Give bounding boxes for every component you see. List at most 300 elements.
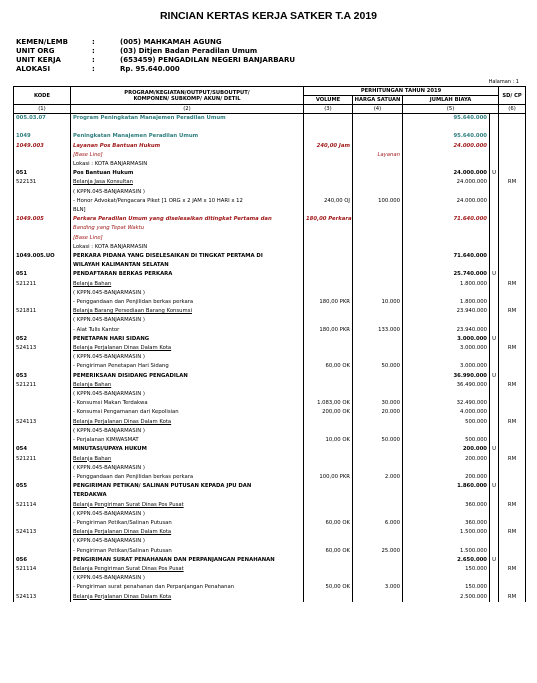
row-harga: 133.000: [353, 326, 403, 335]
header-value: (03) Ditjen Badan Peradilan Umum: [120, 47, 258, 55]
row-desc: Banding yang Tepat Waktu: [71, 224, 304, 233]
row-jumlah: 4.000.000: [403, 408, 490, 417]
row-volume: [304, 307, 353, 316]
table-row: [14, 510, 526, 519]
row-kode: 056: [14, 556, 71, 565]
row-jumlah: 1.500.000: [403, 528, 490, 537]
table-row: [14, 132, 526, 141]
row-jumlah: 150.000: [403, 565, 490, 574]
table-row: [14, 436, 526, 445]
row-harga: [353, 270, 403, 279]
idx-5: (5): [403, 105, 499, 114]
row-sdcp: [499, 142, 526, 151]
row-sdcp: [499, 510, 526, 519]
row-desc: ( KPPN.045-BANJARMASIN ): [71, 316, 304, 325]
row-unit: [490, 408, 499, 417]
row-kode: [14, 316, 71, 325]
row-volume: [304, 188, 353, 197]
row-volume: [304, 528, 353, 537]
row-sdcp: [499, 362, 526, 371]
row-sdcp: [499, 335, 526, 344]
row-unit: [490, 261, 499, 270]
row-sdcp: RM: [499, 381, 526, 390]
row-unit: [490, 114, 499, 124]
row-unit: [490, 178, 499, 187]
row-desc: [Base Line]: [71, 234, 304, 243]
row-desc: Belanja Jasa Konsultan: [71, 178, 304, 187]
row-unit: [490, 151, 499, 160]
header-sep: :: [92, 65, 95, 73]
row-kode: [14, 353, 71, 362]
table-row: [14, 372, 526, 381]
row-sdcp: [499, 399, 526, 408]
row-harga: [353, 353, 403, 362]
row-kode: 521211: [14, 280, 71, 289]
row-volume: 240,00 Jam: [304, 142, 353, 151]
table-row: [14, 537, 526, 546]
row-volume: [304, 381, 353, 390]
row-harga: [353, 381, 403, 390]
page-number: Halaman : 1: [488, 79, 519, 85]
row-volume: [304, 123, 353, 132]
row-unit: [490, 491, 499, 500]
row-volume: [304, 491, 353, 500]
row-jumlah: 1.500.000: [403, 547, 490, 556]
table-row: [14, 418, 526, 427]
row-harga: 25.000: [353, 547, 403, 556]
table-row: [14, 316, 526, 325]
row-unit: [490, 160, 499, 169]
row-harga: [353, 464, 403, 473]
row-sdcp: [499, 160, 526, 169]
table-row: [14, 215, 526, 224]
row-kode: [14, 151, 71, 160]
table-row: [14, 381, 526, 390]
table-row: [14, 491, 526, 500]
row-kode: 005.03.07: [14, 114, 71, 124]
row-desc: PEMERIKSAAN DISIDANG PENGADILAN: [71, 372, 304, 381]
table-row: [14, 344, 526, 353]
row-jumlah: 1.800.000: [403, 298, 490, 307]
row-volume: [304, 289, 353, 298]
row-unit: [490, 289, 499, 298]
row-harga: [353, 123, 403, 132]
row-desc: ( KPPN.045-BANJARMASIN ): [71, 390, 304, 399]
row-unit: [490, 574, 499, 583]
row-volume: [304, 455, 353, 464]
row-desc: TERDAKWA: [71, 491, 304, 500]
row-desc: MINUTASI/UPAYA HUKUM: [71, 445, 304, 454]
row-desc: BLN]: [71, 206, 304, 215]
row-desc: Belanja Pengiriman Surat Dinas Pos Pusat: [71, 501, 304, 510]
row-sdcp: [499, 390, 526, 399]
table-row: [14, 353, 526, 362]
row-sdcp: RM: [499, 344, 526, 353]
row-volume: [304, 510, 353, 519]
row-unit: [490, 132, 499, 141]
row-harga: [353, 455, 403, 464]
row-sdcp: [499, 215, 526, 224]
row-volume: 60,00 OK: [304, 547, 353, 556]
row-harga: [353, 206, 403, 215]
row-kode: [14, 519, 71, 528]
row-kode: 521211: [14, 455, 71, 464]
row-kode: 522131: [14, 178, 71, 187]
row-sdcp: [499, 473, 526, 482]
row-sdcp: [499, 234, 526, 243]
col-program: [71, 87, 304, 105]
row-harga: [353, 427, 403, 436]
row-kode: [14, 188, 71, 197]
row-harga: 20.000: [353, 408, 403, 417]
table-row: [14, 234, 526, 243]
row-desc: WILAYAH KALIMANTAN SELATAN: [71, 261, 304, 270]
table-body: [14, 114, 526, 602]
row-kode: [14, 243, 71, 252]
row-unit: [490, 427, 499, 436]
row-unit: [490, 436, 499, 445]
row-desc: Perkara Peradilan Umum yang diselesaikan ditingkat Pertama dan: [71, 215, 304, 224]
row-jumlah: 360.000: [403, 501, 490, 510]
row-volume: [304, 280, 353, 289]
row-sdcp: [499, 123, 526, 132]
row-desc: PENDAFTARAN BERKAS PERKARA: [71, 270, 304, 279]
row-harga: [353, 574, 403, 583]
idx-1: (1): [14, 105, 71, 114]
row-unit: [490, 215, 499, 224]
table-row: [14, 528, 526, 537]
row-volume: 180,00 Perkara: [304, 215, 353, 224]
row-jumlah: [403, 537, 490, 546]
row-jumlah: 36.990.000: [403, 372, 490, 381]
row-unit: U: [490, 482, 499, 491]
table-row: [14, 307, 526, 316]
row-unit: [490, 528, 499, 537]
row-kode: [14, 390, 71, 399]
idx-4: (4): [353, 105, 403, 114]
table-row: [14, 280, 526, 289]
row-volume: [304, 160, 353, 169]
row-kode: [14, 408, 71, 417]
row-sdcp: RM: [499, 593, 526, 602]
row-kode: [14, 298, 71, 307]
row-jumlah: 95.640.000: [403, 132, 490, 141]
row-kode: 524113: [14, 593, 71, 602]
row-jumlah: 24.000.000: [403, 169, 490, 178]
row-jumlah: 200.000: [403, 455, 490, 464]
row-desc: Layanan Pos Bantuan Hukum: [71, 142, 304, 151]
table-row: [14, 455, 526, 464]
row-volume: [304, 206, 353, 215]
row-harga: [353, 344, 403, 353]
row-kode: [14, 206, 71, 215]
row-kode: [14, 574, 71, 583]
row-desc: [71, 123, 304, 132]
table-row: [14, 178, 526, 187]
row-jumlah: 23.940.000: [403, 307, 490, 316]
header-key: ALOKASI: [16, 65, 51, 73]
col-program-line1: PROGRAM/KEGIATAN/OUTPUT/SUBOUTPUT/: [124, 89, 250, 96]
row-volume: 100,00 PKR: [304, 473, 353, 482]
table-row: [14, 408, 526, 417]
table-row: [14, 501, 526, 510]
table-row: [14, 142, 526, 151]
row-kode: [14, 537, 71, 546]
row-unit: U: [490, 169, 499, 178]
row-unit: [490, 464, 499, 473]
row-volume: [304, 353, 353, 362]
row-desc: Belanja Perjalanan Dinas Dalam Kota: [71, 528, 304, 537]
row-desc: ( KPPN.045-BANJARMASIN ): [71, 510, 304, 519]
row-jumlah: 23.940.000: [403, 326, 490, 335]
row-sdcp: [499, 537, 526, 546]
table-row: [14, 289, 526, 298]
row-harga: 50.000: [353, 436, 403, 445]
table-row: [14, 593, 526, 602]
row-unit: [490, 353, 499, 362]
row-volume: [304, 132, 353, 141]
row-harga: [353, 160, 403, 169]
row-volume: [304, 482, 353, 491]
col-program-line2: KOMPONEN/ SUBKOMP/ AKUN/ DETIL: [133, 95, 241, 102]
row-jumlah: 1.860.000: [403, 482, 490, 491]
table-row: [14, 519, 526, 528]
row-sdcp: [499, 151, 526, 160]
row-sdcp: RM: [499, 455, 526, 464]
row-desc: PENETAPAN HARI SIDANG: [71, 335, 304, 344]
row-harga: [353, 234, 403, 243]
table-row: [14, 160, 526, 169]
col-volume: VOLUME: [304, 96, 353, 105]
table-row: [14, 151, 526, 160]
table-row: [14, 114, 526, 124]
row-jumlah: [403, 427, 490, 436]
row-kode: 053: [14, 372, 71, 381]
row-desc: ( KPPN.045-BANJARMASIN ): [71, 427, 304, 436]
row-unit: [490, 565, 499, 574]
row-sdcp: [499, 556, 526, 565]
row-kode: [14, 436, 71, 445]
row-sdcp: RM: [499, 528, 526, 537]
row-harga: [353, 593, 403, 602]
row-volume: [304, 224, 353, 233]
row-jumlah: 24.000.000: [403, 197, 490, 206]
row-harga: [353, 215, 403, 224]
table-row: [14, 583, 526, 592]
row-unit: [490, 473, 499, 482]
row-desc: Lokasi : KOTA BANJARMASIN: [71, 243, 304, 252]
row-kode: [14, 464, 71, 473]
table-row: [14, 206, 526, 215]
row-kode: [14, 473, 71, 482]
row-volume: [304, 243, 353, 252]
row-kode: 521211: [14, 381, 71, 390]
row-kode: 054: [14, 445, 71, 454]
row-desc: - Konsumsi Makan Terdakwa: [71, 399, 304, 408]
row-volume: 10,00 OK: [304, 436, 353, 445]
row-kode: [14, 326, 71, 335]
row-harga: [353, 528, 403, 537]
row-sdcp: [499, 408, 526, 417]
row-volume: [304, 178, 353, 187]
row-sdcp: RM: [499, 178, 526, 187]
row-unit: [490, 142, 499, 151]
row-sdcp: [499, 132, 526, 141]
row-kode: 1049.003: [14, 142, 71, 151]
row-harga: [353, 178, 403, 187]
row-jumlah: 3.000.000: [403, 335, 490, 344]
row-kode: 1049.005: [14, 215, 71, 224]
row-jumlah: 95.640.000: [403, 114, 490, 124]
row-jumlah: [403, 316, 490, 325]
row-harga: [353, 280, 403, 289]
table-row: [14, 399, 526, 408]
row-volume: [304, 234, 353, 243]
row-kode: 1049.005.UO: [14, 252, 71, 261]
row-harga: [353, 491, 403, 500]
table-row: [14, 556, 526, 565]
row-kode: [14, 583, 71, 592]
row-kode: 521114: [14, 501, 71, 510]
row-kode: [14, 547, 71, 556]
row-kode: 521114: [14, 565, 71, 574]
row-volume: [304, 464, 353, 473]
row-unit: [490, 243, 499, 252]
row-sdcp: [499, 436, 526, 445]
row-harga: [353, 565, 403, 574]
row-unit: [490, 455, 499, 464]
row-sdcp: [499, 482, 526, 491]
document-title: RINCIAN KERTAS KERJA SATKER T.A 2019: [159, 10, 378, 22]
row-volume: [304, 270, 353, 279]
idx-3: (3): [304, 105, 353, 114]
row-desc: Belanja Bahan: [71, 455, 304, 464]
col-kode: KODE: [14, 87, 71, 105]
table-row: [14, 482, 526, 491]
row-sdcp: [499, 197, 526, 206]
row-volume: [304, 565, 353, 574]
row-kode: [14, 224, 71, 233]
row-desc: Belanja Perjalanan Dinas Dalam Kota: [71, 344, 304, 353]
header-line: [16, 65, 416, 74]
row-unit: [490, 224, 499, 233]
row-sdcp: RM: [499, 307, 526, 316]
row-sdcp: RM: [499, 418, 526, 427]
row-jumlah: 500.000: [403, 418, 490, 427]
row-desc: Lokasi : KOTA BANJARMASIN: [71, 160, 304, 169]
row-sdcp: RM: [499, 280, 526, 289]
header-sep: :: [92, 56, 95, 64]
row-sdcp: [499, 243, 526, 252]
row-kode: 051: [14, 270, 71, 279]
row-desc: PENGIRIMAN PETIKAN/ SALINAN PUTUSAN KEPADA JPU DAN: [71, 482, 304, 491]
row-jumlah: 36.490.000: [403, 381, 490, 390]
row-harga: [353, 169, 403, 178]
row-unit: [490, 252, 499, 261]
row-volume: [304, 344, 353, 353]
row-kode: 521811: [14, 307, 71, 316]
row-unit: [490, 547, 499, 556]
header-line: [16, 38, 416, 47]
row-sdcp: [499, 206, 526, 215]
row-kode: 055: [14, 482, 71, 491]
row-desc: Belanja Pengiriman Surat Dinas Pos Pusat: [71, 565, 304, 574]
row-sdcp: [499, 261, 526, 270]
table-row: [14, 547, 526, 556]
row-desc: - Pengiriman Petikan/Salinan Putusan: [71, 519, 304, 528]
row-kode: 1049: [14, 132, 71, 141]
row-unit: U: [490, 556, 499, 565]
row-unit: [490, 123, 499, 132]
row-volume: 240,00 OJ: [304, 197, 353, 206]
row-kode: 524113: [14, 344, 71, 353]
table-row: [14, 197, 526, 206]
row-unit: U: [490, 445, 499, 454]
row-harga: 3.000: [353, 583, 403, 592]
row-harga: [353, 224, 403, 233]
row-unit: [490, 344, 499, 353]
row-volume: [304, 252, 353, 261]
row-sdcp: [499, 252, 526, 261]
row-jumlah: [403, 123, 490, 132]
row-desc: ( KPPN.045-BANJARMASIN ): [71, 574, 304, 583]
row-volume: [304, 372, 353, 381]
row-sdcp: RM: [499, 565, 526, 574]
row-volume: [304, 537, 353, 546]
table-row: [14, 252, 526, 261]
row-kode: 051: [14, 169, 71, 178]
row-harga: [353, 390, 403, 399]
row-desc: Belanja Bahan: [71, 280, 304, 289]
row-jumlah: [403, 574, 490, 583]
row-desc: Belanja Perjalanan Dinas Dalam Kota: [71, 418, 304, 427]
row-sdcp: [499, 491, 526, 500]
row-unit: [490, 280, 499, 289]
header-line: [16, 56, 416, 65]
row-sdcp: [499, 169, 526, 178]
row-jumlah: [403, 224, 490, 233]
table-row: [14, 574, 526, 583]
table-row: [14, 427, 526, 436]
row-unit: [490, 234, 499, 243]
table-row: [14, 326, 526, 335]
row-sdcp: [499, 547, 526, 556]
row-jumlah: 500.000: [403, 436, 490, 445]
row-desc: Belanja Barang Persediaan Barang Konsumsi: [71, 307, 304, 316]
row-volume: 180,00 PKR: [304, 326, 353, 335]
table-row: [14, 362, 526, 371]
row-unit: [490, 316, 499, 325]
header-value: (005) MAHKAMAH AGUNG: [120, 38, 222, 46]
row-jumlah: 360.000: [403, 519, 490, 528]
idx-2: (2): [71, 105, 304, 114]
row-harga: 30.000: [353, 399, 403, 408]
row-sdcp: [499, 353, 526, 362]
row-unit: [490, 510, 499, 519]
row-unit: [490, 390, 499, 399]
row-jumlah: [403, 261, 490, 270]
row-kode: [14, 234, 71, 243]
row-volume: [304, 390, 353, 399]
row-harga: [353, 261, 403, 270]
row-volume: [304, 556, 353, 565]
col-perhitungan: PERHITUNGAN TAHUN 2019: [304, 87, 499, 96]
row-kode: [14, 362, 71, 371]
row-desc: Pos Bantuan Hukum: [71, 169, 304, 178]
header-key: UNIT ORG: [16, 47, 55, 55]
row-volume: [304, 114, 353, 124]
header-key: UNIT KERJA: [16, 56, 61, 64]
